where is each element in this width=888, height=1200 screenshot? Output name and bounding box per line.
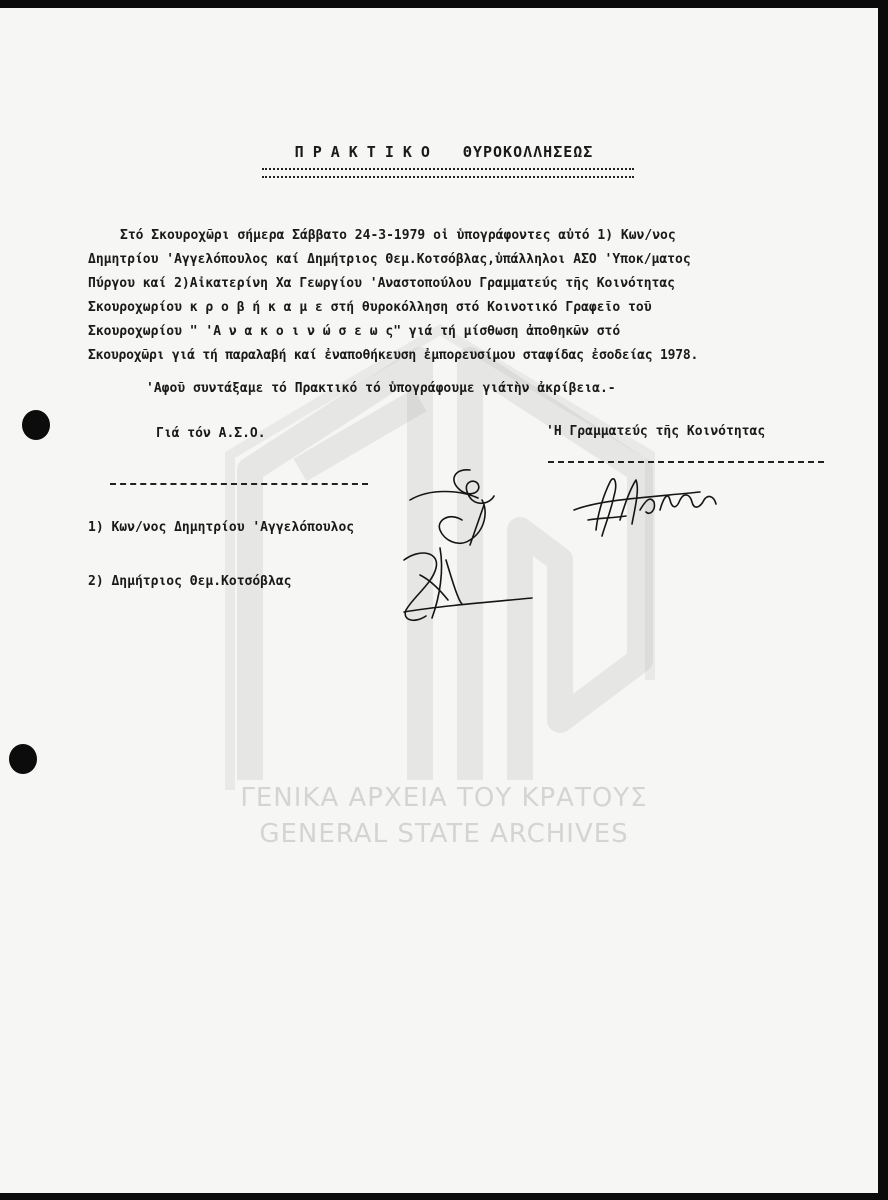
title-word-praktiko: ΠΡΑΚΤΙΚΟ [294, 143, 439, 161]
right-block-heading: 'Η Γραμματεύς τῆς Κοινότητας [546, 424, 766, 439]
body-line-4: Σκουροχωρίου κ ρ ο β ή κ α μ ε στή θυροκόλληση στό Κοινοτικό Γραφεῖο τοῦ [88, 300, 652, 315]
watermark-english: GENERAL STATE ARCHIVES [259, 819, 629, 849]
title-word-thyrokolliseos: ΘΥΡΟΚΟΛΛΗΣΕΩΣ [462, 143, 594, 161]
body-line-3: Πύργου καί 2)Αἰκατερίνη Χα Γεωργίου 'Αναστοπούλου Γραμματεύς τῆς Κοινότητας [88, 276, 675, 291]
body-line-1: Στό Σκουροχῶρι σήμερα Σάββατο 24-3-1979 οἱ ὑπογράφοντες αὐτό 1) Κων/νος [120, 228, 676, 243]
body-line-5: Σκουροχωρίου " 'Α ν α κ ο ι ν ώ σ ε ω ς" γιά τή μίσθωση ἀποθηκῶν στό [88, 324, 621, 339]
signatory-1: 1) Κων/νος Δημητρίου 'Αγγελόπουλος [88, 520, 355, 535]
signatory-2: 2) Δημήτριος Θεμ.Κοτσόβλας [88, 574, 292, 589]
body-line-6: Σκουροχῶρι γιά τή παραλαβή καί ἐναποθήκευση ἐμπορευσίμου σταφίδας ἐσοδείας 1978. [88, 348, 699, 363]
body-line-2: Δημητρίου 'Αγγελόπουλος καί Δημήτριος Θεμ.Κοτσόβλας,ὑπάλληλοι ΑΣΟ 'Υποκ/ματος [88, 252, 691, 267]
closing-line: 'Αφοῦ συντάξαμε τό Πρακτικό τό ὑπογράφουμε γιάτὴν ἀκρίβεια.- [146, 381, 616, 396]
left-block-heading: Γιά τόν Α.Σ.Ο. [156, 426, 266, 441]
watermark-greek: ΓΕΝΙΚΑ ΑΡΧΕΙΑ ΤΟΥ ΚΡΑΤΟΥΣ [240, 783, 648, 813]
